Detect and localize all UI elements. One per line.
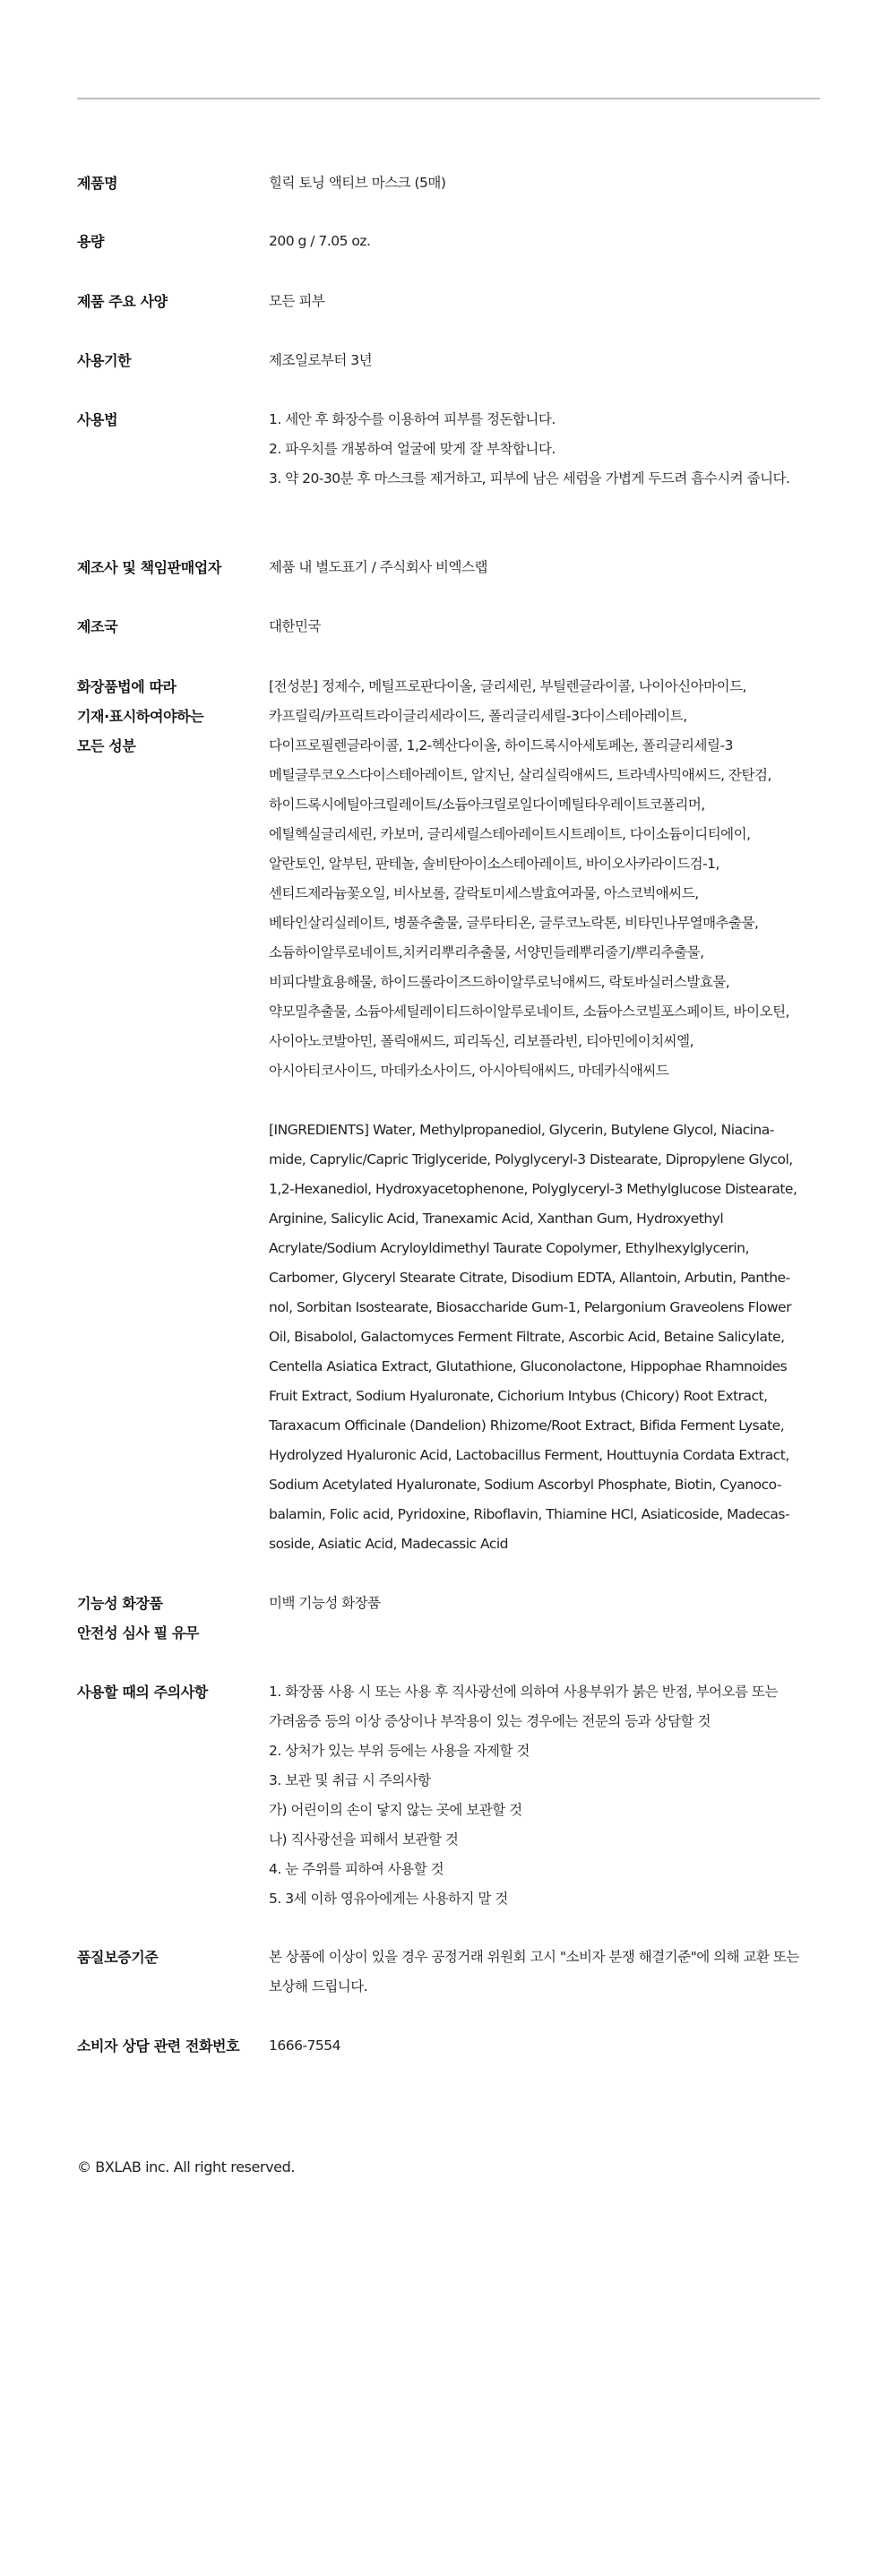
value-origin: 대한민국 (269, 618, 321, 634)
label-phone: 소비자 상담 관련 전화번호 (77, 2038, 240, 2055)
label-expiry: 사용기한 (77, 352, 132, 369)
ingredients-english: [INGREDIENTS] Water, Methylpropanediol, Glycerin, Butylene Glycol, Niacina- mide, Caprylic/Capric Triglyceride, Polyglyceryl-3 Distearate, Dipropylene Glycol, 1,2-Hexanediol, Hydroxyacetophenone, Polyglyceryl-3 Methylglucose Distearate, Arginine, Salicylic Acid, Tranexamic Acid, Xanthan Gum, Hydroxyethyl Acrylate/Sodium Acryloyldimethyl Taurate Copolymer, Ethylhexylglycerin, Carbomer, Glyceryl Stearate Citrate, Disodium EDTA, Allantoin, Arbutin, Panthe- nol, Sorbitan Isostearate, Biosaccharide Gum-1, Pelargonium Graveolens Flower Oil, Bisabolol, Galactomyces Ferment Filtrate, Ascorbic Acid, Betaine Salicylate, Centella Asiatica Extract, Glutathione, Gluconolactone, Hippophae Rhamnoides Fruit Extract, Sodium Hyaluronate, Cichorium Intybus (Chicory) Root Extract, Taraxacum Officinale (Dandelion) Rhizome/Root Extract, Bifida Ferment Lysate, Hydrolyzed Hyaluronic Acid, Lactobacillus Ferment, Houttuynia Cordata Extract, Sodium Acetylated Hyaluronate, Sodium Ascorbyl Phosphate, Biotin, Cyanoco- balamin, Folic acid, Pyridoxine, Riboflavin, Thiamine HCl, Asiaticoside, Madecas- soside, Asiatic Acid, Madecassic Acid (269, 1122, 797, 1552)
label-ingredients: 화장품법에 따라 기재·표시하여야하는 모든 성분 (77, 678, 204, 754)
label-caution: 사용할 때의 주의사항 (77, 1684, 208, 1701)
value-manufacturer: 제품 내 별도표기 / 주식회사 비엑스랩 (269, 559, 487, 575)
footer-copyright: © BXLAB inc. All right reserved. (77, 2158, 296, 2175)
ingredients-korean: [전성분] 정제수, 메틸프로판다이올, 글리세린, 부틸렌글라이콜, 나이아신아마이드, 카프릴릭/카프릭트라이글리세라이드, 폴리글리세릴-3다이스테아레이트, 다이프로필렌글라이콜, 1,2-헥산다이올, 하이드록시아세토페논, 폴리글리세릴-3 메틸글루코오스다이스테아레이트, 알지닌, 살리실릭애씨드, 트라넥사믹애씨드, 잔탄검, 하이드록시에틸아크릴레이트/소듐아크릴로일다이메틸타우레이트코폴리머, 에틸헥실글리세린, 카보머, 글리세릴스테아레이트시트레이트, 다이소듐이디티에이, 알란토인, 알부틴, 판테놀, 솔비탄아이소스테아레이트, 바이오사카라이드검-1, 센티드제라늄꽃오일, 비사보롤, 갈락토미세스발효여과물, 아스코빅애씨드, 베타인살리실레이트, 병풀추출물, 글루타티온, 글루코노락톤, 비타민나무열매추출물, 소듐하이알루로네이트,치커리뿌리추출물, 서양민들레뿌리줄기/뿌리추출물, 비피다발효용해물, 하이드롤라이즈드하이알루로닉애씨드, 락토바실러스발효물, 약모밀추출물, 소듐아세틸레이티드하이알루로네이트, 소듐아스코빌포스페이트, 바이오틴, 사이아노코발아민, 폴릭애씨드, 피리독신, 리보플라빈, 티아민에이치씨엘, 아시아티코사이드, 마데카소사이드, 아시아틱애씨드, 마데카식애씨드 (269, 678, 789, 1079)
label-usage: 사용법 (77, 411, 118, 428)
label-spec: 제품 주요 사양 (77, 293, 168, 310)
value-ingredients (269, 672, 820, 1559)
label-functional: 기능성 화장품 안전성 심사 필 유무 (77, 1595, 199, 1641)
value-functional: 미백 기능성 화장품 (269, 1595, 381, 1611)
value-capacity: 200 g / 7.05 oz. (269, 233, 371, 249)
value-spec: 모든 피부 (269, 293, 325, 309)
value-quality: 본 상품에 이상이 있을 경우 공정거래 위원회 고시 "소비자 분쟁 해결기준"에 의해 교환 또는 보상해 드립니다. (269, 1949, 799, 1994)
label-product-name: 제품명 (77, 175, 118, 192)
value-phone: 1666-7554 (269, 2038, 340, 2054)
label-capacity: 용량 (77, 233, 105, 250)
label-manufacturer: 제조사 및 책임판매업자 (77, 559, 221, 576)
value-expiry: 제조일로부터 3년 (269, 352, 373, 368)
value-usage: 1. 세안 후 화장수를 이용하여 피부를 정돈합니다. 2. 파우치를 개봉하여 얼굴에 맞게 잘 부착합니다. 3. 약 20-30분 후 마스크를 제거하고, 피부에 남은 세럼을 가볍게 두드려 흡수시켜 줍니다. (269, 411, 790, 487)
label-origin: 제조국 (77, 618, 118, 635)
value-caution: 1. 화장품 사용 시 또는 사용 후 직사광선에 의하여 사용부위가 붉은 반점, 부어오름 또는 가려움증 등의 이상 증상이나 부작용이 있는 경우에는 전문의 등과 상담할 것 2. 상처가 있는 부위 등에는 사용을 자제할 것 3. 보관 및 취급 시 주의사항 가) 어린이의 손이 닿지 않는 곳에 보관할 것 나) 직사광선을 피해서 보관할 것 4. 눈 주위를 피하여 사용할 것 5. 3세 이하 영유아에게는 사용하지 말 것 (269, 1684, 778, 1907)
label-quality: 품질보증기준 (77, 1949, 159, 1966)
value-product-name: 힐릭 토닝 액티브 마스크 (5매) (269, 175, 446, 191)
top-divider (77, 98, 820, 99)
